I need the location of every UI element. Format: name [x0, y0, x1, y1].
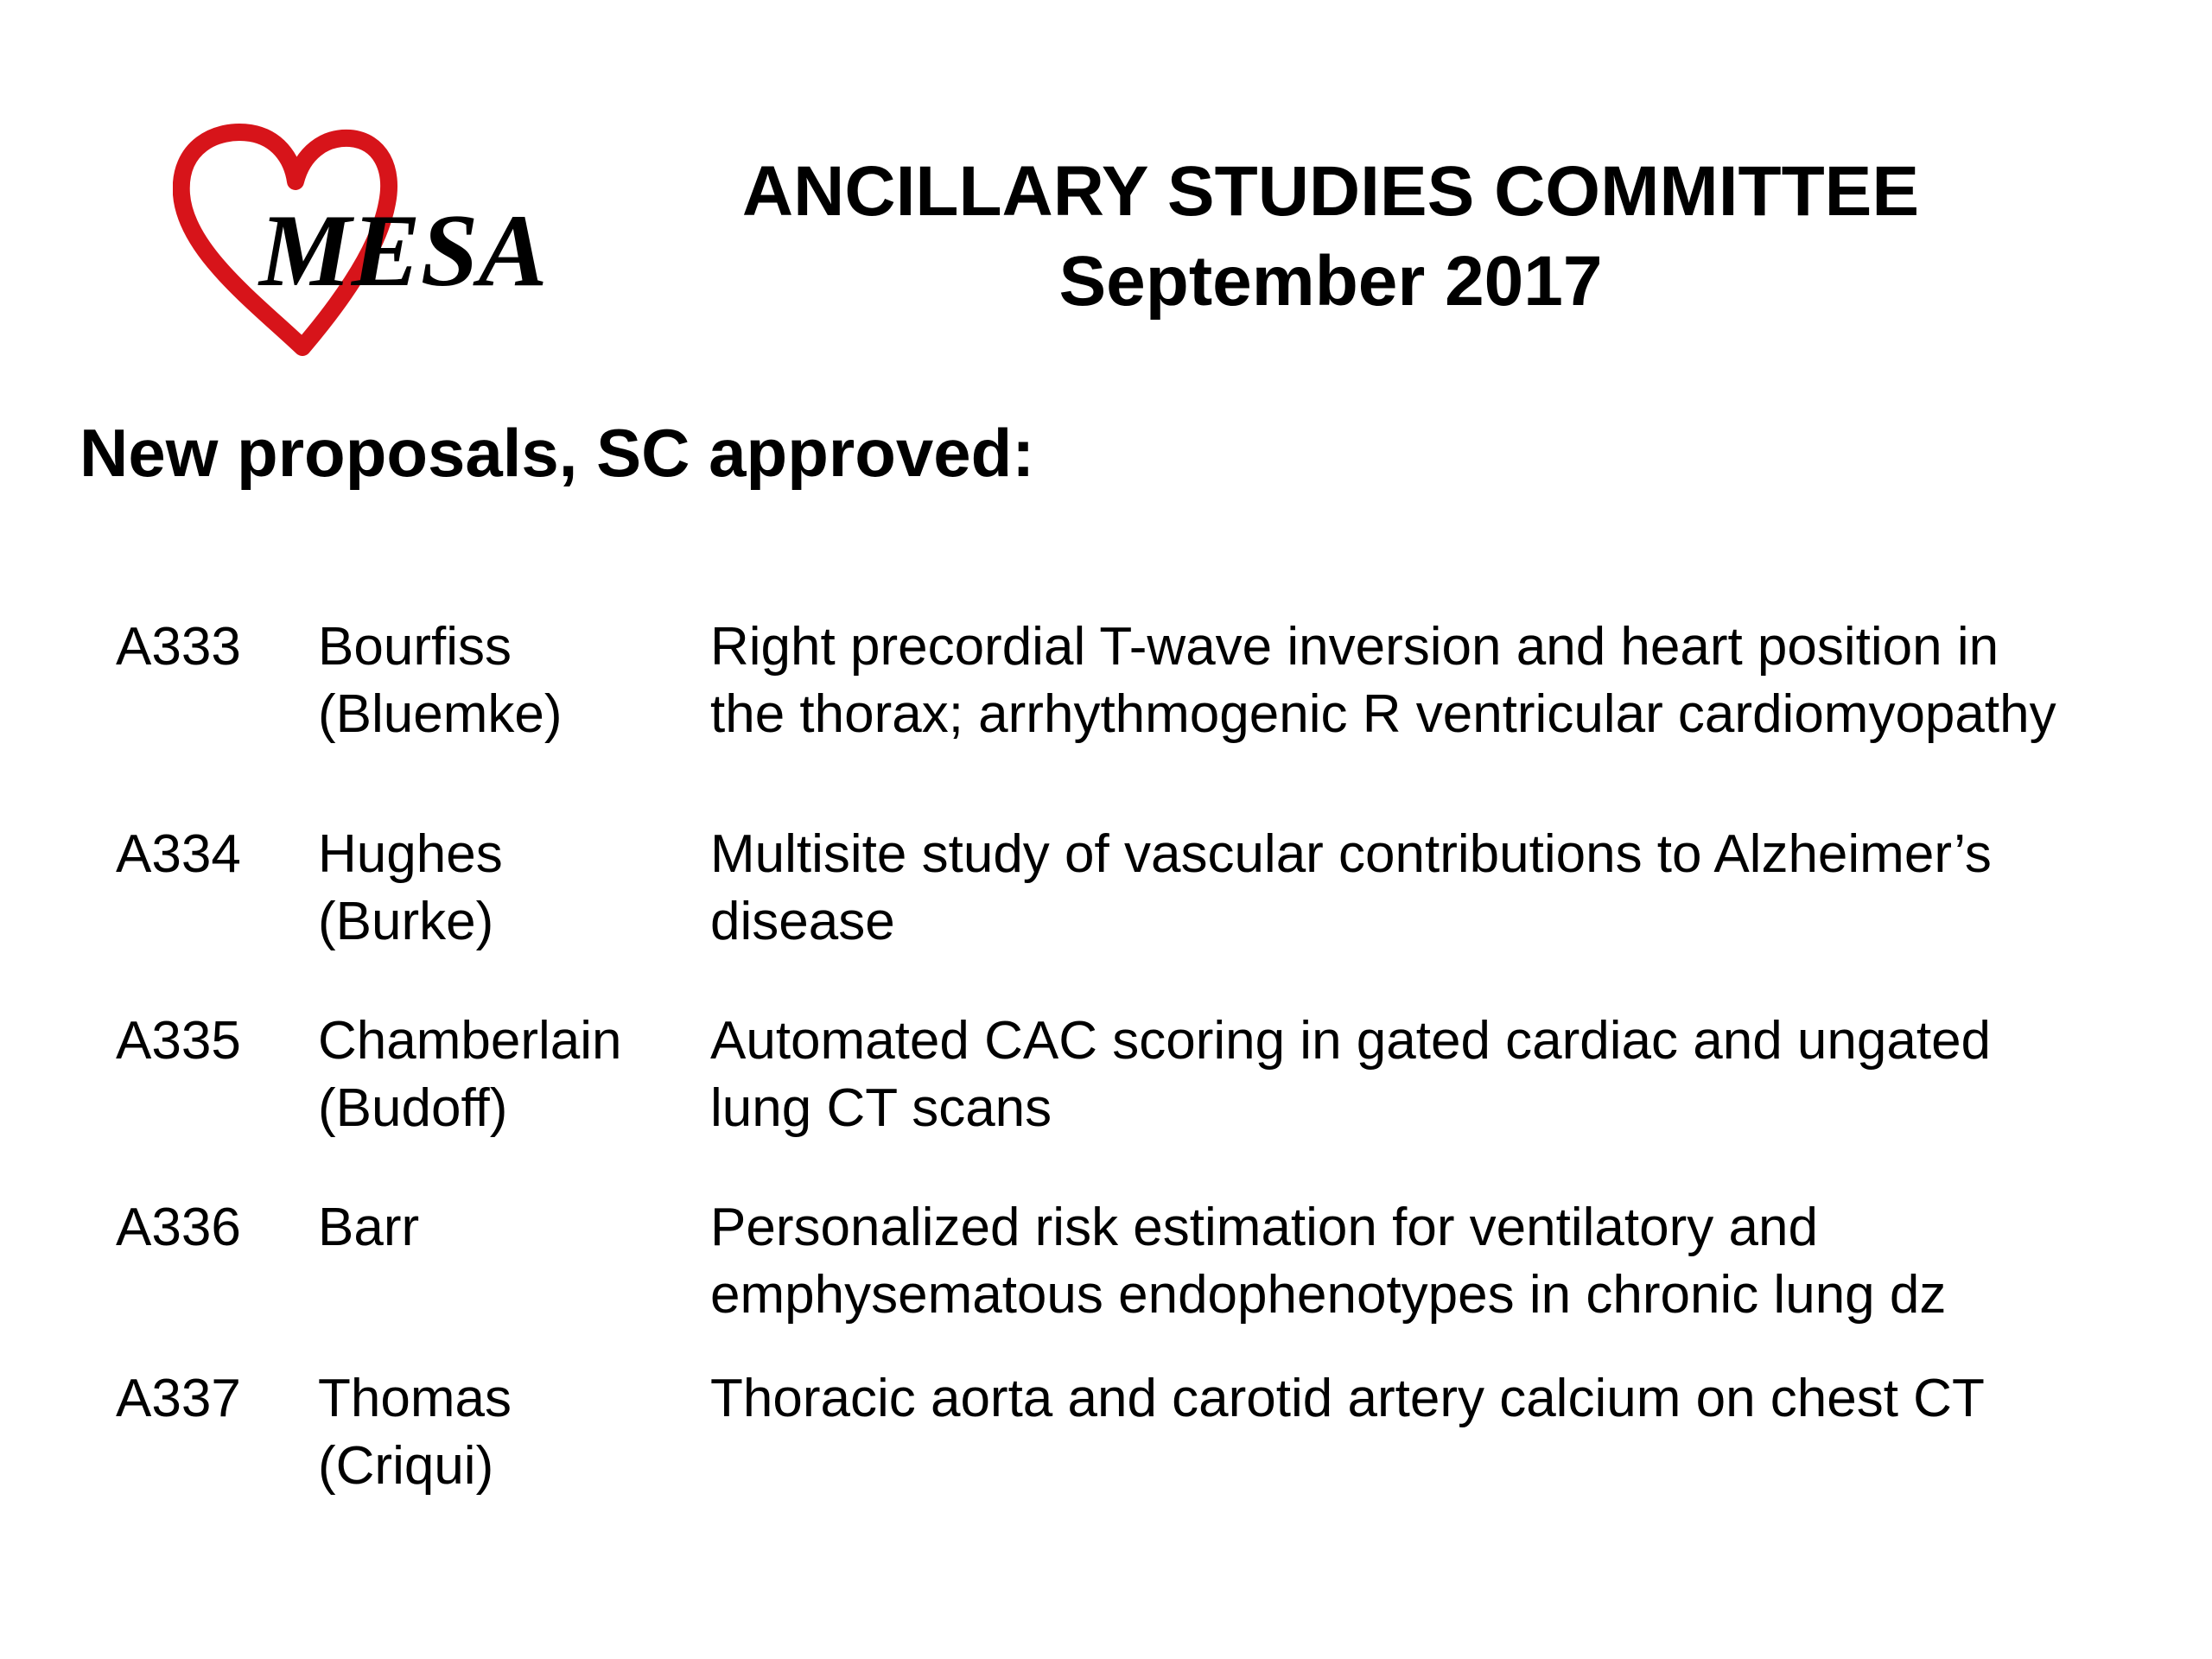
title-line: Multisite study of vascular contributions to Alzheimer’s	[710, 824, 1992, 884]
sponsor-name: (Burke)	[318, 892, 494, 951]
proposal-title	[710, 1194, 2179, 1329]
investigator-name: Thomas	[318, 1369, 512, 1428]
title-line: Thoracic aorta and carotid artery calcium on chest CT	[710, 1369, 1985, 1428]
section-heading: New proposals, SC approved:	[79, 415, 1035, 491]
proposal-id: A336	[116, 1198, 241, 1257]
proposal-id: A337	[116, 1369, 241, 1428]
sponsor-name: (Bluemke)	[318, 684, 563, 744]
proposal-investigators	[318, 613, 563, 748]
proposal-title	[710, 1007, 2179, 1142]
page-title: ANCILLARY STUDIES COMMITTEE	[741, 152, 1920, 231]
proposal-id: A334	[116, 824, 241, 884]
sponsor-name: (Criqui)	[318, 1436, 494, 1496]
proposal-investigators	[318, 1007, 622, 1142]
sponsor-name: (Budoff)	[318, 1078, 508, 1138]
proposal-title	[710, 1365, 2179, 1433]
proposal-investigators	[318, 821, 503, 956]
investigator-name: Chamberlain	[318, 1011, 622, 1071]
title-line: disease	[710, 892, 895, 951]
page-date: September 2017	[1058, 242, 1603, 321]
proposal-id: A333	[116, 617, 241, 677]
title-line: the thorax; arrhythmogenic R ventricular cardiomyopathy	[710, 684, 2056, 744]
proposal-investigators	[318, 1365, 512, 1500]
title-line: lung CT scans	[710, 1078, 1052, 1138]
proposal-title	[710, 613, 2179, 748]
logo-text: MESA	[259, 193, 548, 308]
proposal-title	[710, 821, 2179, 956]
investigator-name: Bourfiss	[318, 617, 512, 677]
title-line: Automated CAC scoring in gated cardiac and ungated	[710, 1011, 1992, 1071]
investigator-name: Barr	[318, 1198, 420, 1257]
proposal-id: A335	[116, 1011, 241, 1071]
title-line: Right precordial T-wave inversion and heart position in	[710, 617, 1999, 677]
proposal-investigators	[318, 1194, 419, 1262]
investigator-name: Hughes	[318, 824, 503, 884]
title-line: Personalized risk estimation for ventilatory and	[710, 1198, 1818, 1257]
title-line: emphysematous endophenotypes in chronic lung dz	[710, 1265, 1947, 1325]
